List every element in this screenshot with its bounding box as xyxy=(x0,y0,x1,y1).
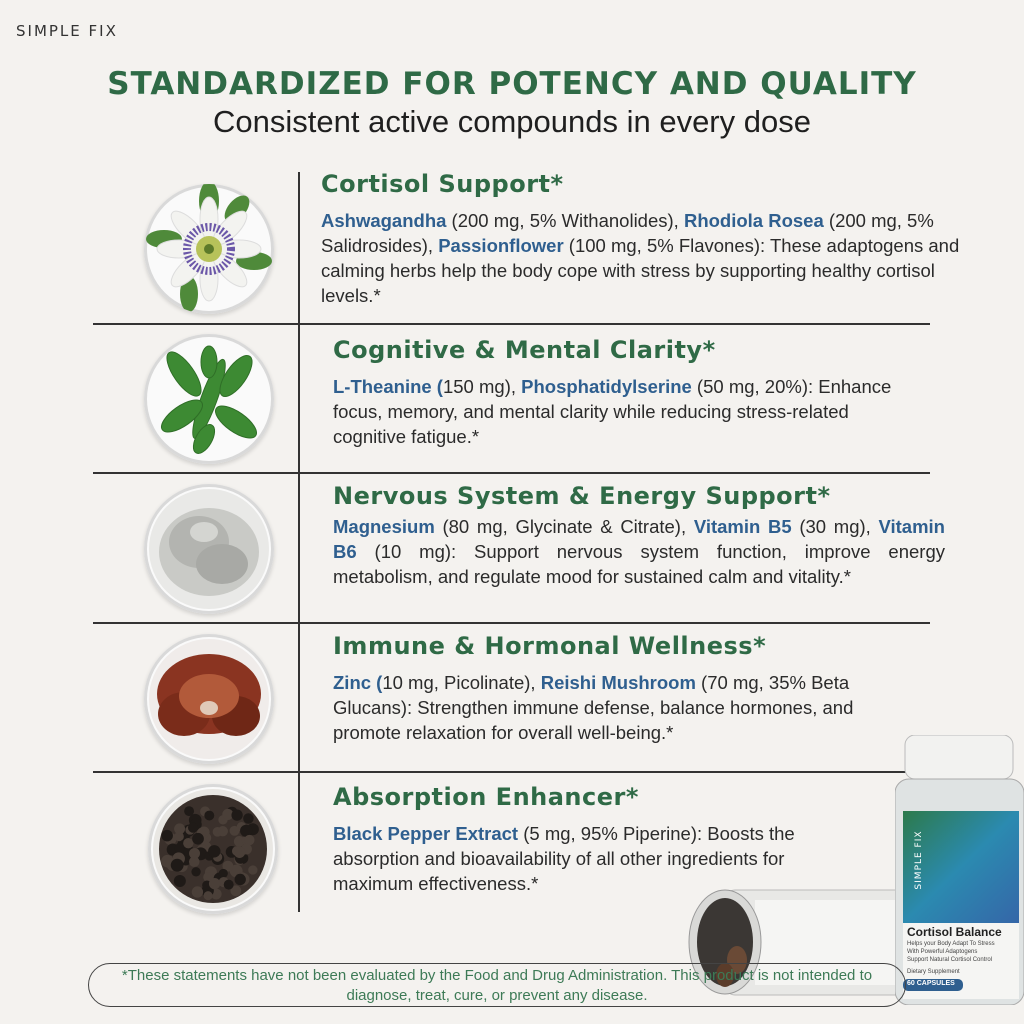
ingredient-detail: (50 mg, 20%): Enhance focus, memory, and mental clarity while reducing stress-related cognitive fatigue.* xyxy=(333,376,892,447)
section-body xyxy=(321,208,961,308)
bottle-line-3: Support Natural Cortisol Control xyxy=(907,957,993,963)
reishi-mushroom-icon xyxy=(144,634,274,764)
bottle-brand: SIMPLE FIX xyxy=(914,830,924,890)
section-body xyxy=(333,374,913,449)
row-divider xyxy=(93,771,930,773)
ingredient-detail: (10 mg): Support nervous system function, improve energy metabolism, and regulate mood for sustained calm and vitality.* xyxy=(333,541,945,587)
bottle-line-1: Helps your Body Adapt To Stress xyxy=(907,941,995,947)
mineral-powder-icon xyxy=(144,484,274,614)
section-title: Nervous System & Energy Support* xyxy=(333,482,831,510)
tea-leaves-icon xyxy=(144,334,274,464)
ingredient-detail: (200 mg, 5% Withanolides), xyxy=(446,210,684,231)
ingredient-name: Vitamin B6 xyxy=(333,516,945,562)
section-title: Absorption Enhancer* xyxy=(333,783,639,811)
ingredient-name: Magnesium xyxy=(333,516,435,537)
page-subheadline: Consistent active compounds in every dose xyxy=(213,104,811,139)
section-title: Cognitive & Mental Clarity* xyxy=(333,336,716,364)
section-cortisol-support xyxy=(321,170,961,308)
ingredient-name: Phosphatidylserine xyxy=(521,376,692,397)
ingredient-detail: (200 mg, 5% Salidrosides), xyxy=(321,210,934,256)
ingredient-detail: 10 mg, Picolinate), xyxy=(382,672,541,693)
ingredient-detail: (70 mg, 35% Beta Glucans): Strengthen immune defense, balance hormones, and promote relaxation for overall well-being.* xyxy=(333,672,854,743)
section-title: Immune & Hormonal Wellness* xyxy=(333,632,767,660)
bottle-supplement-type: Dietary Supplement xyxy=(907,969,960,975)
ingredient-name: L-Theanine ( xyxy=(333,376,443,397)
black-pepper-icon xyxy=(148,784,278,914)
ingredient-detail: (100 mg, 5% Flavones): These adaptogens and calming herbs help the body cope with stress by supporting healthy cortisol levels.* xyxy=(321,235,960,306)
row-divider xyxy=(93,622,930,624)
page-headline: STANDARDIZED FOR POTENCY AND QUALITY xyxy=(107,66,917,102)
passionflower-icon xyxy=(144,184,274,314)
ingredient-name: Passionflower xyxy=(438,235,564,256)
fda-disclaimer: *These statements have not been evaluated by the Food and Drug Administration. This product is not intended to diagnose, treat, cure, or prevent any disease. xyxy=(88,963,906,1007)
bottle-capsule-count: 60 CAPSULES xyxy=(907,980,955,987)
section-body xyxy=(333,670,903,745)
ingredient-name: Vitamin B5 xyxy=(693,516,792,537)
bottle-line-2: With Powerful Adaptogens xyxy=(907,949,978,955)
ingredient-name: Zinc ( xyxy=(333,672,383,693)
row-divider xyxy=(93,472,930,474)
section-body xyxy=(333,514,945,589)
ingredient-name: Rhodiola Rosea xyxy=(683,210,824,231)
section-title: Cortisol Support* xyxy=(321,170,564,198)
ingredient-name: Black Pepper Extract xyxy=(333,823,519,844)
vertical-divider xyxy=(298,172,300,912)
ingredient-detail: (5 mg, 95% Piperine): Boosts the absorption and bioavailability of all other ingredients for maximum effectiveness.* xyxy=(333,823,795,894)
row-divider xyxy=(93,323,930,325)
section-immune-hormonal xyxy=(333,632,903,745)
brand-logo: SIMPLE FIX xyxy=(16,22,118,40)
bottle-product-name: Cortisol Balance xyxy=(907,925,1002,939)
ingredient-detail: (80 mg, Glycinate & Citrate), xyxy=(434,516,694,537)
ingredient-name: Reishi Mushroom xyxy=(540,672,696,693)
product-bottle xyxy=(895,735,1024,1005)
ingredient-detail: (30 mg), xyxy=(791,516,879,537)
ingredient-name: Ashwagandha xyxy=(321,210,447,231)
section-nervous-system xyxy=(333,482,945,589)
ingredient-detail: 150 mg), xyxy=(442,376,522,397)
section-cognitive-clarity xyxy=(333,336,913,449)
